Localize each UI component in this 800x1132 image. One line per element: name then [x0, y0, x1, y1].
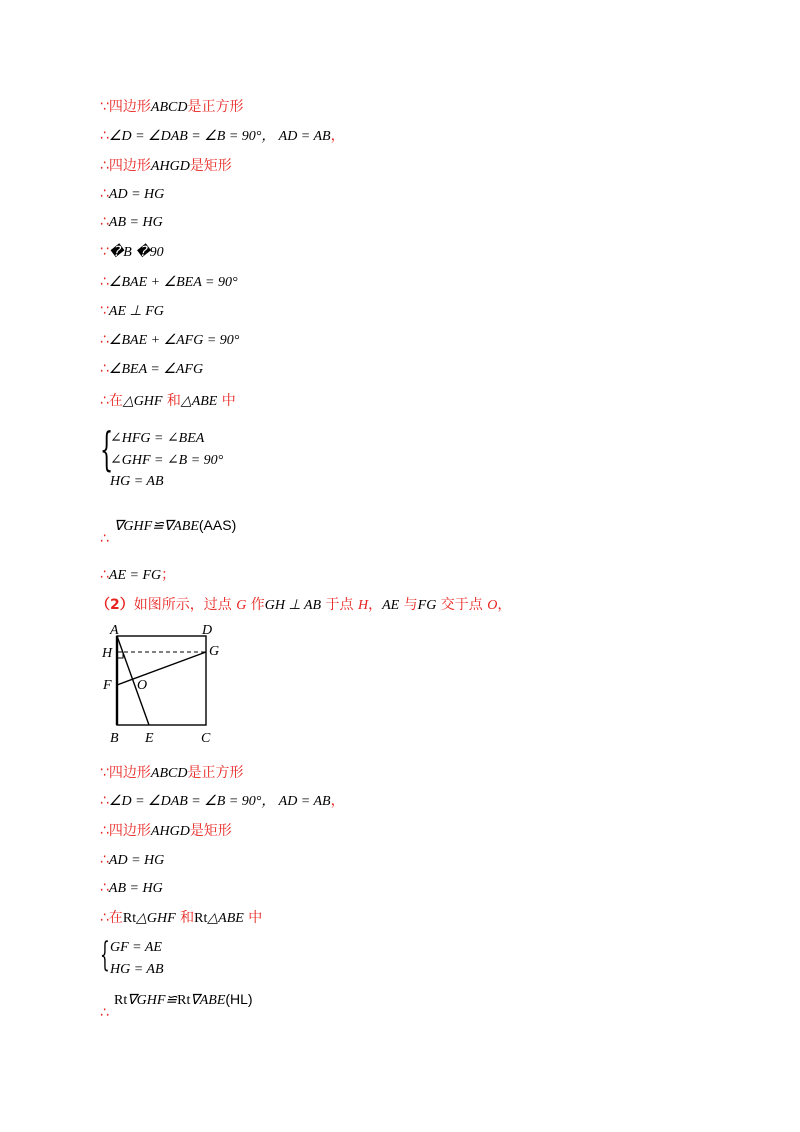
- label-b: B: [110, 731, 119, 746]
- system-row: ∠HFG = ∠BEA: [110, 431, 205, 446]
- label-e: E: [145, 731, 154, 746]
- label-f: F: [103, 678, 112, 693]
- proof-line-17: ∴四边形AHGD是矩形: [100, 823, 232, 839]
- system-row: HG = AB: [110, 962, 164, 977]
- system-row: HG = AB: [110, 474, 164, 489]
- proof-line-7: ∴∠BAE + ∠BEA = 90°: [100, 274, 238, 290]
- proof-line-9: ∴∠BAE + ∠AFG = 90°: [100, 332, 240, 348]
- label-d: D: [202, 623, 213, 638]
- proof-line-16: ∴∠D = ∠DAB = ∠B = 90°， AD = AB，: [100, 793, 345, 809]
- proof-line-8: ∵AE ⊥ FG: [100, 303, 164, 319]
- equation-system-2: [100, 935, 260, 982]
- proof-line-13: ∴AE = FG；: [100, 567, 176, 583]
- proof-line-11: ∴在△GHF 和△ABE 中: [100, 393, 236, 409]
- brace-icon: {: [100, 935, 110, 975]
- label-a: A: [110, 623, 119, 638]
- proof-line-5: ∴AB = HG: [100, 214, 163, 230]
- proof-line-20: ∴在Rt△GHF 和Rt△ABE 中: [100, 910, 263, 926]
- proof-line-10: ∴∠BEA = ∠AFG: [100, 361, 204, 377]
- brace-icon: {: [100, 422, 114, 476]
- label-o: O: [137, 678, 148, 693]
- proof-line-3: ∴四边形AHGD是矩形: [100, 158, 232, 174]
- equation-system-1: [100, 422, 300, 494]
- label-g: G: [209, 644, 220, 659]
- part-2-heading: （2）如图所示，过点 G 作GH ⊥ AB 于点 H，AE 与FG 交于点 O，: [96, 597, 512, 613]
- proof-line-15: ∵四边形ABCD是正方形: [100, 765, 244, 781]
- proof-line-2: ∴∠D = ∠DAB = ∠B = 90°， AD = AB，: [100, 128, 345, 144]
- system-row: GF = AE: [110, 940, 162, 955]
- label-c: C: [201, 731, 211, 746]
- proof-line-6: ∵�B �90: [100, 244, 164, 260]
- square-figure: [100, 622, 230, 748]
- system-row: ∠GHF = ∠B = 90°: [110, 453, 224, 468]
- segment-fg: [117, 652, 206, 685]
- proof-line-4: ∴AD = HG: [100, 186, 165, 202]
- label-h: H: [102, 646, 113, 661]
- proof-line-18: ∴AD = HG: [100, 852, 165, 868]
- proof-line-1: ∵四边形ABCD是正方形: [100, 99, 244, 115]
- proof-line-19: ∴AB = HG: [100, 880, 163, 896]
